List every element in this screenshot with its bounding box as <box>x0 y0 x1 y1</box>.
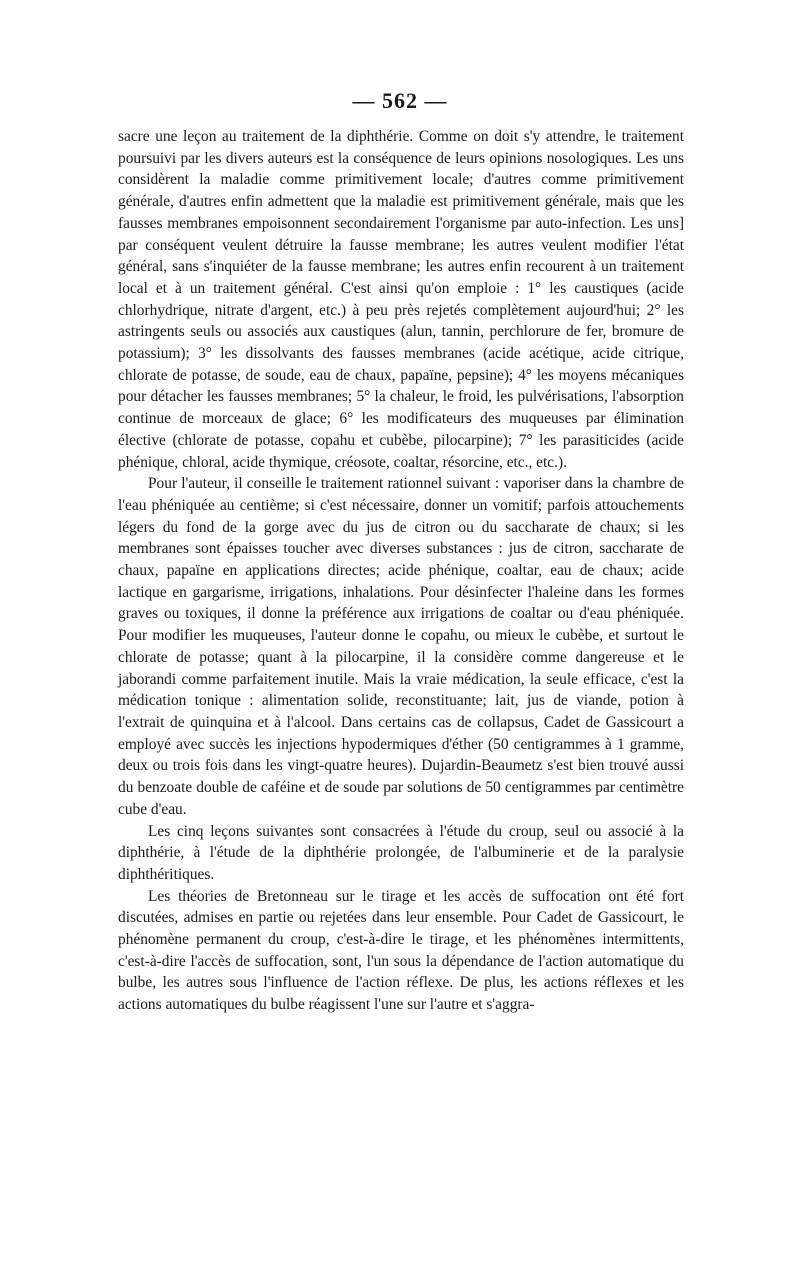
body-text <box>118 126 684 1016</box>
paragraph-4: Les théories de Bretonneau sur le tirage et les accès de suffocation ont été fort discutées, admises en partie ou rejetées dans leur ensemble. Pour Cadet de Gassicourt, le phénomène permanent du croup, c'est-à-dire le tirage, et les phénomènes intermittents, c'est-à-dire l'accès de suffocation, sont, l'un sous la dépendance de l'action automatique du bulbe, les autres sous l'influence de l'action réflexe. De plus, les actions réflexes et les actions automatiques du bulbe réagissent l'une sur l'autre et s'aggra- <box>118 887 684 1014</box>
paragraph-3: Les cinq leçons suivantes sont consacrées à l'étude du croup, seul ou associé à la diphthérie, à l'étude de la diphthérie prolongée, de l'albuminerie et de la paralysie diphthéritiques. <box>118 822 684 883</box>
page-number: — 562 — <box>352 88 448 113</box>
paragraph-2: Pour l'auteur, il conseille le traitement rationnel suivant : vaporiser dans la chambre de l'eau phéniquée au centième; si c'est nécessaire, donner un vomitif; parfois attouchements légers du fond de la gorge avec du jus de citron ou du saccharate de chaux; si les membranes sont épaisses toucher avec diverses substances : jus de citron, saccharate de chaux, papaïne en applications directes; acide phénique, coaltar, eau de chaux; acide lactique en gargarisme, irrigations, inhalations. Pour désinfecter l'haleine dans les formes graves ou toxiques, il donne la préférence aux irrigations de coaltar ou d'eau phéniquée. Pour modifier les muqueuses, l'auteur donne le copahu, ou mieux le cubèbe, et surtout le chlorate de potasse; quant à la pilocarpine, il la considère comme dangereuse et le jaborandi comme parfaitement inutile. Mais la vraie médication, la seule efficace, c'est la médication tonique : alimentation solide, reconstituante; lait, jus de viande, potion à l'extrait de quinquina et à l'alcool. Dans certains cas de collapsus, Cadet de Gassicourt a employé avec succès les injections hypodermiques d'éther (50 centigrammes à 1 gramme, deux ou trois fois dans les vingt-quatre heures). Dujardin-Beaumetz s'est bien trouvé aussi du benzoate double de caféine et de soude par solutions de 50 centigrammes par centimètre cube d'eau. <box>118 475 684 818</box>
paragraph-1: sacre une leçon au traitement de la diphthérie. Comme on doit s'y attendre, le traitement poursuivi par les divers auteurs est la conséquence de leurs opinions nosologiques. Les uns considèrent la maladie comme primitivement locale; d'autres comme primitivement générale, d'autres enfin admettent que la maladie est primitivement générale, mais que les fausses membranes empoisonnent secondairement l'organisme par auto-infection. Les uns] par conséquent veulent détruire la fausse membrane; les autres veulent modifier l'état général, sans s'inquiéter de la fausse membrane; les autres enfin recourent à un traitement local et à un traitement général. C'est ainsi qu'on emploie : 1° les caustiques (acide chlorhydrique, nitrate d'argent, etc.) à peu près rejetés complètement aujourd'hui; 2° les astringents seuls ou associés aux caustiques (alun, tannin, perchlorure de fer, bromure de potassium); 3° les dissolvants des fausses membranes (acide acétique, acide citrique, chlorate de potasse, de soude, eau de chaux, papaïne, pepsine); 4° les moyens mécaniques pour détacher les fausses membranes; 5° la chaleur, le froid, les pulvérisations, l'absorption continue de morceaux de glace; 6° les modificateurs des muqueuses par élimination élective (chlorate de potasse, copahu et cubèbe, pilocarpine); 7° les parasiticides (acide phénique, chloral, acide thymique, créosote, coaltar, résorcine, etc., etc.). <box>118 128 684 471</box>
